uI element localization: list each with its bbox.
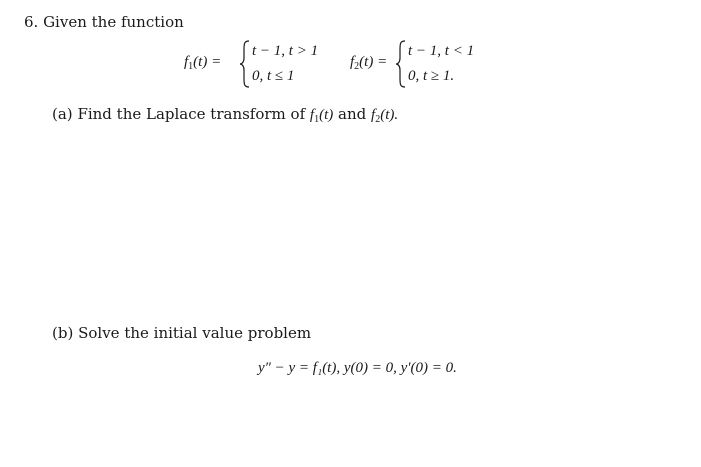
- f1-case-1: t − 1, t > 1: [252, 43, 319, 59]
- f2-lhs: $f_2(t)$ =: [350, 54, 388, 72]
- part-b: [52, 324, 311, 342]
- part-a-label: (a): [52, 105, 73, 123]
- problem-heading: [24, 13, 184, 31]
- part-b-label: (b): [52, 324, 74, 342]
- part-a: [52, 105, 398, 129]
- f2-definition: [350, 40, 510, 90]
- part-b-text: Solve the initial value problem: [78, 324, 312, 342]
- f1-left-brace: [240, 40, 249, 88]
- part-a-f1: $f_1(t)$: [309, 107, 334, 125]
- f2-case-1: t − 1, t < 1: [408, 43, 475, 59]
- problem-number-label: 6. Given the function: [24, 13, 184, 31]
- f1-definition: [184, 40, 334, 90]
- part-a-f2: $f_2(t)$.: [371, 107, 399, 125]
- f2-left-brace: [396, 40, 405, 88]
- part-b-equation: y″ − y = f₁(t), y(0) = 0, y′(0) = 0.: [258, 360, 457, 376]
- f2-case-2: 0, t ≥ 1.: [408, 68, 455, 84]
- f1-lhs: $f_1(t)$ =: [184, 54, 222, 72]
- f1-case-2: 0, t ≤ 1: [252, 68, 295, 84]
- part-a-and: and: [338, 105, 367, 123]
- part-a-text: Find the Laplace transform of: [77, 105, 306, 123]
